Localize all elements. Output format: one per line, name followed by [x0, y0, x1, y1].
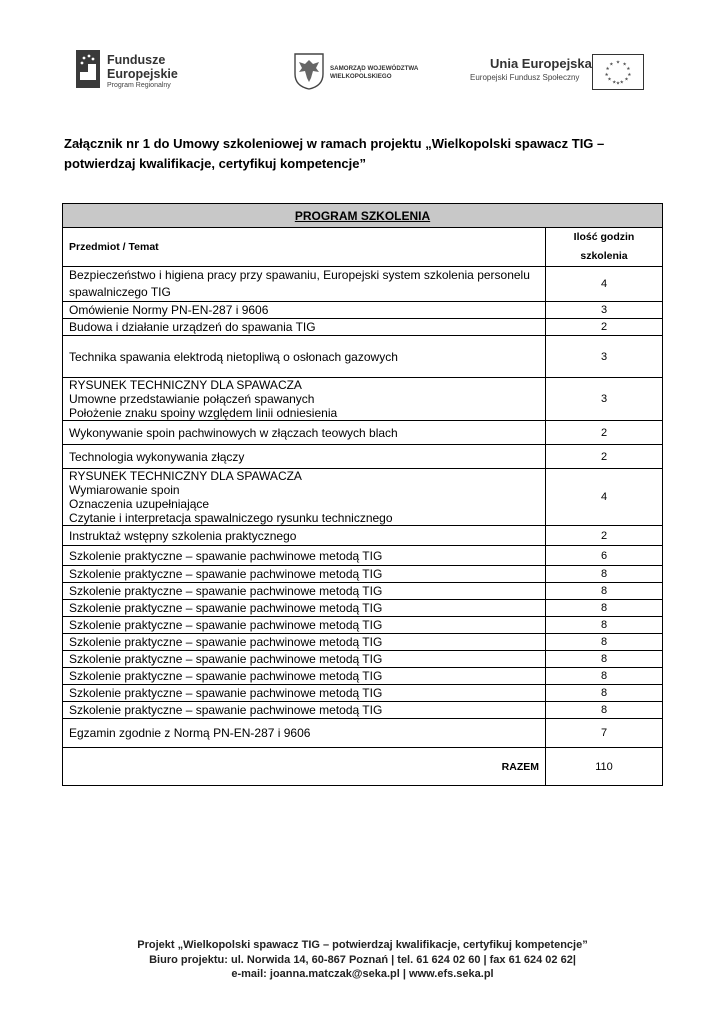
row-subject-line: Szkolenie praktyczne – spawanie pachwinowe metodą TIG	[69, 548, 383, 563]
row-hours: 8	[546, 600, 663, 617]
row-hours: 3	[546, 378, 663, 421]
row-hours: 2	[546, 319, 663, 336]
table-row	[63, 336, 663, 378]
table-row	[63, 302, 663, 319]
row-subject-line: Instruktaż wstępny szkolenia praktycznego	[69, 528, 297, 543]
row-subject-line: Szkolenie praktyczne – spawanie pachwinowe metodą TIG	[69, 618, 383, 632]
svg-text:★: ★	[619, 80, 624, 86]
table-row	[63, 702, 663, 719]
logo-sw-line2: WIELKOPOLSKIEGO	[330, 73, 392, 80]
page-footer	[0, 938, 725, 982]
attachment-title: Załącznik nr 1 do Umowy szkoleniowej w ramach projektu „Wielkopolski spawacz TIG – potwierdzaj kwalifikacje, certyfikuj kompetencje”	[64, 136, 605, 171]
table-row	[63, 526, 663, 546]
row-subject-line: Oznaczenia uzupełniające	[69, 497, 210, 511]
row-subject-line: Omówienie Normy PN-EN-287 i 9606	[69, 303, 269, 317]
row-subject	[63, 421, 546, 445]
row-subject-line: Wykonywanie spoin pachwinowych w złączach teowych blach	[69, 425, 398, 440]
table-row	[63, 319, 663, 336]
table-row	[63, 617, 663, 634]
row-subject	[63, 302, 546, 319]
row-subject	[63, 634, 546, 651]
row-subject	[63, 546, 546, 566]
row-subject-line: Szkolenie praktyczne – spawanie pachwinowe metodą TIG	[69, 669, 383, 683]
row-hours: 7	[546, 719, 663, 748]
row-subject	[63, 336, 546, 378]
table-row	[63, 566, 663, 583]
row-subject-line: Szkolenie praktyczne – spawanie pachwinowe metodą TIG	[69, 567, 383, 581]
row-hours: 8	[546, 685, 663, 702]
row-subject-line: Szkolenie praktyczne – spawanie pachwinowe metodą TIG	[69, 635, 383, 649]
table-row	[63, 469, 663, 526]
row-hours: 3	[546, 336, 663, 378]
table-row	[63, 378, 663, 421]
row-subject	[63, 469, 546, 526]
row-hours: 4	[546, 469, 663, 526]
table-row	[63, 634, 663, 651]
row-subject	[63, 378, 546, 421]
svg-text:★: ★	[607, 77, 612, 83]
fundusze-europejskie-logo	[76, 48, 196, 94]
svg-text:★: ★	[605, 67, 610, 73]
row-subject-line: RYSUNEK TECHNICZNY DLA SPAWACZA	[69, 469, 302, 483]
svg-text:★: ★	[612, 80, 617, 86]
program-table	[62, 203, 663, 786]
row-subject	[63, 685, 546, 702]
row-subject	[63, 319, 546, 336]
row-hours: 8	[546, 566, 663, 583]
row-hours: 2	[546, 526, 663, 546]
row-subject-line: spawalniczego TIG	[69, 285, 171, 299]
table-header-row	[63, 228, 663, 267]
row-subject-line: Umowne przedstawianie połączeń spawanych	[69, 392, 315, 406]
unia-europejska-logo	[470, 52, 650, 94]
fundusze-europejskie-icon	[76, 50, 100, 88]
row-subject-line: RYSUNEK TECHNICZNY DLA SPAWACZA	[69, 378, 302, 392]
svg-text:★: ★	[627, 72, 632, 78]
row-subject-line: Położenie znaku spoiny względem linii odniesienia	[69, 406, 338, 420]
logo-fe-line1: Fundusze	[107, 53, 166, 67]
table-row	[63, 719, 663, 748]
column-header-subject: Przedmiot / Temat	[63, 228, 546, 267]
table-row	[63, 583, 663, 600]
svg-text:★: ★	[626, 67, 631, 73]
table-row	[63, 685, 663, 702]
total-label: RAZEM	[63, 748, 546, 786]
row-subject	[63, 583, 546, 600]
column-header-hours	[546, 228, 663, 267]
row-hours: 4	[546, 267, 663, 302]
footer-project: Projekt „Wielkopolski spawacz TIG – potwierdzaj kwalifikacje, certyfikuj kompetencje”	[137, 939, 588, 951]
column-header-hours-line2: szkolenia	[580, 250, 628, 262]
row-subject-line: Szkolenie praktyczne – spawanie pachwinowe metodą TIG	[69, 584, 383, 598]
row-hours: 8	[546, 634, 663, 651]
table-row	[63, 421, 663, 445]
table-row	[63, 600, 663, 617]
row-hours: 8	[546, 651, 663, 668]
logo-ue-line2: Europejski Fundusz Społeczny	[470, 73, 580, 82]
row-hours: 8	[546, 583, 663, 600]
row-subject-line: Budowa i działanie urządzeń do spawania TIG	[69, 320, 316, 334]
row-hours: 8	[546, 617, 663, 634]
total-value: 110	[546, 748, 663, 786]
svg-text:★: ★	[624, 77, 629, 83]
table-row	[63, 651, 663, 668]
row-subject-line: Czytanie i interpretacja spawalniczego rysunku technicznego	[69, 511, 393, 525]
samorzad-logo	[293, 52, 433, 92]
row-subject	[63, 617, 546, 634]
row-subject-line: Szkolenie praktyczne – spawanie pachwinowe metodą TIG	[69, 703, 383, 717]
row-subject-line: Szkolenie praktyczne – spawanie pachwinowe metodą TIG	[69, 686, 383, 700]
table-title-row	[63, 204, 663, 228]
svg-text:★: ★	[604, 72, 609, 78]
footer-office: Biuro projektu: ul. Norwida 14, 60-867 Poznań | tel. 61 624 02 60 | fax 61 624 02 62|	[149, 953, 576, 966]
row-subject	[63, 651, 546, 668]
table-title: PROGRAM SZKOLENIA	[63, 204, 663, 228]
row-subject	[63, 719, 546, 748]
footer-contact: e-mail: joanna.matczak@seka.pl | www.efs.seka.pl	[231, 968, 494, 980]
eagle-crest-icon	[293, 52, 325, 90]
row-hours: 2	[546, 445, 663, 469]
row-subject-line: Wymiarowanie spoin	[69, 483, 180, 497]
eu-flag-icon	[592, 54, 644, 90]
svg-text:★: ★	[622, 62, 627, 68]
logo-fe-line3: Program Regionalny	[107, 82, 171, 89]
row-hours: 3	[546, 302, 663, 319]
row-subject-line: Szkolenie praktyczne – spawanie pachwinowe metodą TIG	[69, 601, 383, 615]
logo-ue-line1: Unia Europejska	[490, 56, 592, 71]
row-hours: 2	[546, 421, 663, 445]
row-subject-line: Egzamin zgodnie z Normą PN-EN-287 i 9606	[69, 726, 311, 740]
svg-text:★: ★	[615, 60, 621, 66]
row-subject-line: Szkolenie praktyczne – spawanie pachwinowe metodą TIG	[69, 652, 383, 666]
table-row	[63, 546, 663, 566]
logo-sw-line1: SAMORZĄD WOJEWÓDZTWA	[330, 65, 419, 72]
row-subject	[63, 702, 546, 719]
row-subject	[63, 526, 546, 546]
row-subject	[63, 445, 546, 469]
row-subject	[63, 566, 546, 583]
row-subject-line: Technika spawania elektrodą nietopliwą o osłonach gazowych	[69, 349, 398, 364]
row-subject	[63, 267, 546, 302]
svg-text:★: ★	[609, 62, 614, 68]
row-subject	[63, 600, 546, 617]
row-hours: 8	[546, 702, 663, 719]
svg-text:★: ★	[615, 81, 621, 87]
table-row	[63, 668, 663, 685]
table-row	[63, 445, 663, 469]
column-header-hours-line1: Ilość godzin	[573, 231, 635, 243]
row-subject	[63, 668, 546, 685]
row-subject-line: Technologia wykonywania złączy	[69, 449, 245, 464]
row-subject-line: Bezpieczeństwo i higiena pracy przy spawaniu, Europejski system szkolenia personelu	[69, 268, 530, 282]
row-hours: 8	[546, 668, 663, 685]
total-row	[63, 748, 663, 786]
row-hours: 6	[546, 546, 663, 566]
logo-fe-line2: Europejskie	[107, 67, 178, 81]
table-row	[63, 267, 663, 302]
